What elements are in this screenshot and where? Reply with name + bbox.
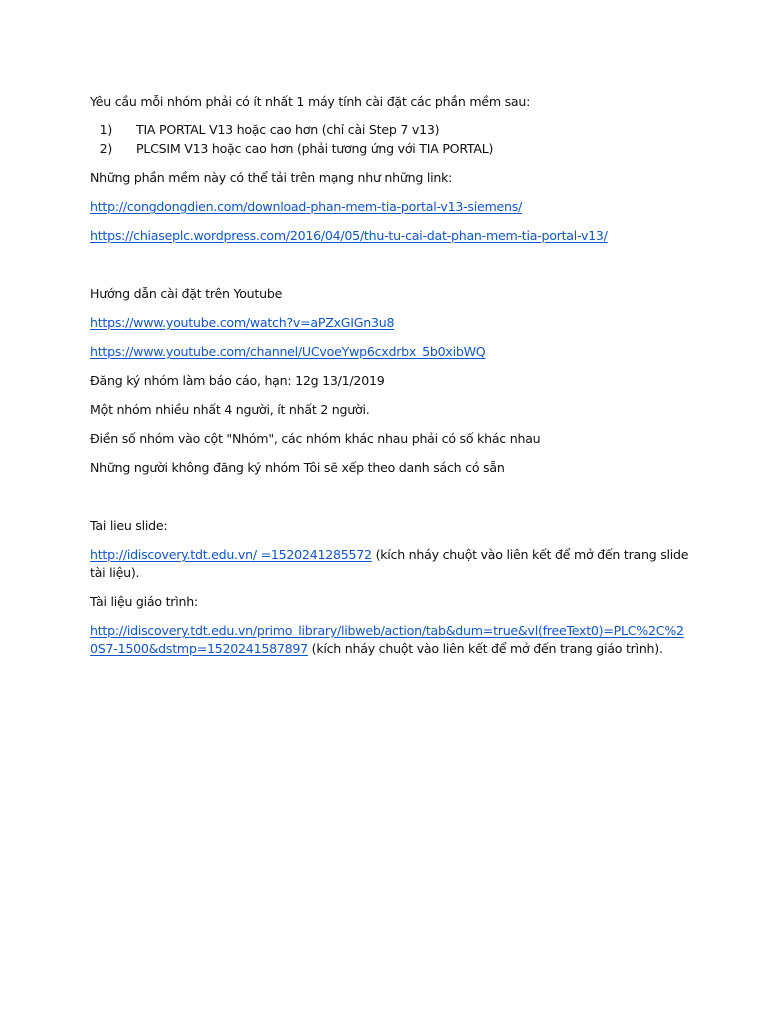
list-item xyxy=(90,139,690,158)
slide-link-paragraph xyxy=(90,546,690,582)
note-deadline: Đăng ký nhóm làm báo cáo, hạn: 12g 13/1/2019 xyxy=(90,373,385,388)
list-text: TIA PORTAL V13 hoặc cao hơn (chỉ cài Step 7 v13) xyxy=(136,122,440,137)
youtube-channel-link[interactable]: https://www.youtube.com/channel/UCvoeYwp6cxdrbx_5b0xibWQ xyxy=(90,344,486,359)
note-unregistered: Những người không đăng ký nhóm Tôi sẽ xếp theo danh sách có sẵn xyxy=(90,460,505,475)
slide-link-suffix: (kích nháy chuột vào liên kết để mở đến trang slide tài liệu). xyxy=(90,547,689,580)
textbook-link-suffix: (kích nháy chuột vào liên kết để mở đến trang giáo trình). xyxy=(307,641,663,656)
slide-link[interactable]: http://idiscovery.tdt.edu.vn/ =1520241285572 xyxy=(90,547,372,562)
download-intro-text: Những phần mềm này có thể tải trên mạng như những link: xyxy=(90,170,453,185)
list-number: 1) xyxy=(99,122,112,137)
download-link-paragraph xyxy=(90,227,690,245)
note-group-size: Một nhóm nhiều nhất 4 người, ít nhất 2 người. xyxy=(90,402,370,417)
youtube-link-paragraph xyxy=(90,314,690,332)
software-list xyxy=(90,120,690,158)
youtube-intro-text: Hướng dẫn cài đặt trên Youtube xyxy=(90,286,283,301)
list-item xyxy=(90,120,690,139)
download-link-chiaseplc[interactable]: https://chiaseplc.wordpress.com/2016/04/05/thu-tu-cai-dat-phan-mem-tia-portal-v13/ xyxy=(90,228,608,243)
list-text: PLCSIM V13 hoặc cao hơn (phải tương ứng với TIA PORTAL) xyxy=(136,141,494,156)
intro-text: Yêu cầu mỗi nhóm phải có ít nhất 1 máy tính cài đặt các phần mềm sau: xyxy=(90,94,531,109)
document-page xyxy=(90,93,690,669)
youtube-watch-link[interactable]: https://www.youtube.com/watch?v=aPZxGIGn3u8 xyxy=(90,315,395,330)
slide-label: Tai lieu slide: xyxy=(90,518,168,533)
textbook-label: Tài liệu giáo trình: xyxy=(90,594,198,609)
textbook-link[interactable]: http://idiscovery.tdt.edu.vn/primo_library/libweb/action/tab&dum=true&vl(freeText0)=PLC%2C%20S7-1500&dstmp=1520241587897 xyxy=(90,623,684,656)
note-group-number: Điền số nhóm vào cột "Nhóm", các nhóm khác nhau phải có số khác nhau xyxy=(90,431,541,446)
textbook-link-paragraph xyxy=(90,622,690,658)
list-number: 2) xyxy=(99,141,112,156)
youtube-link-paragraph xyxy=(90,343,690,361)
download-link-paragraph xyxy=(90,198,690,216)
download-link-congdongdien[interactable]: http://congdongdien.com/download-phan-mem-tia-portal-v13-siemens/ xyxy=(90,199,523,214)
